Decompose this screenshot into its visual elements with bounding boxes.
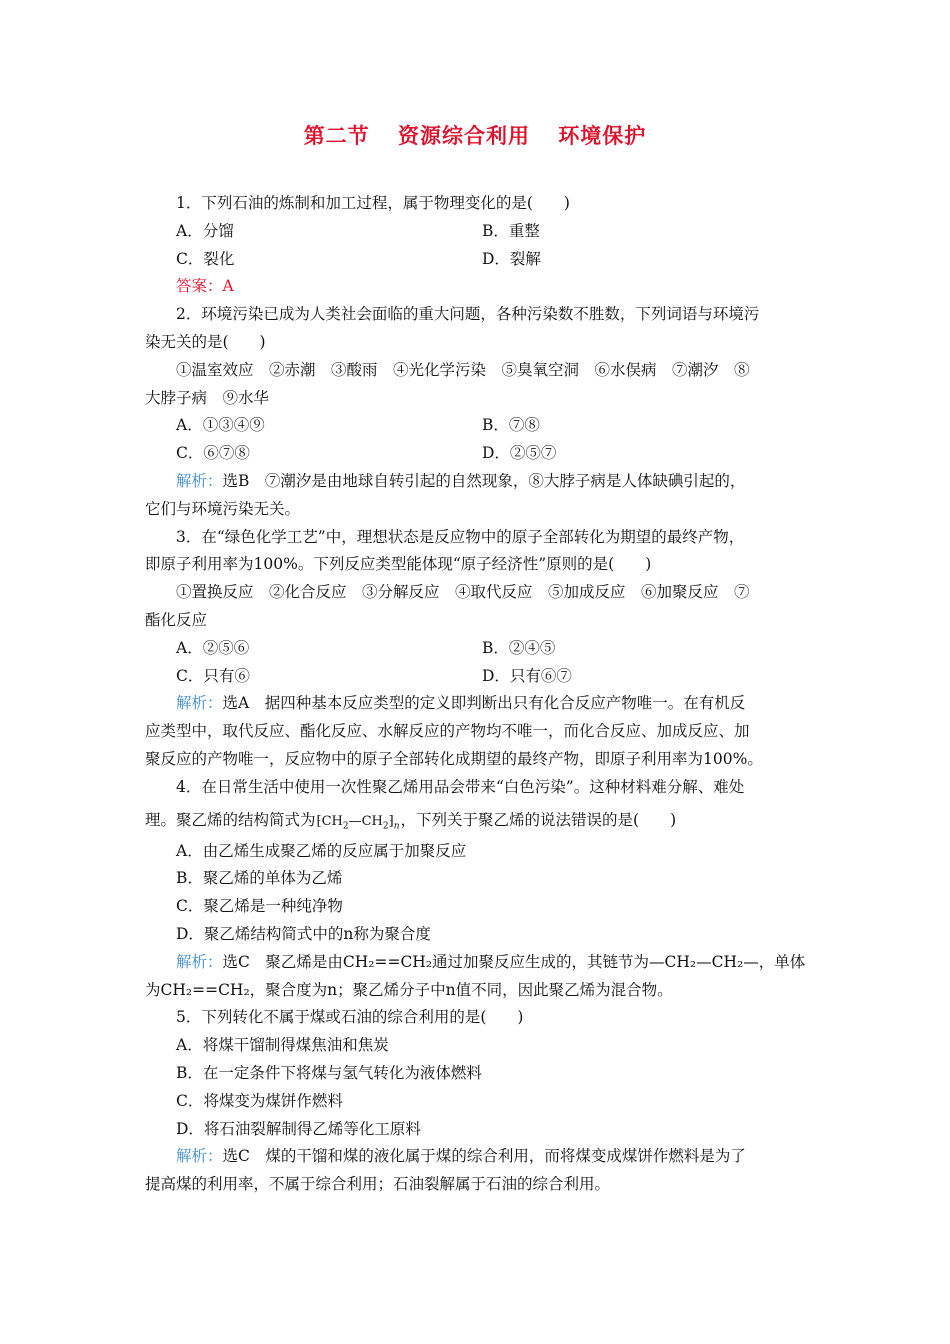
analysis-label: 解析：	[176, 471, 223, 490]
section-topic-2: 环境保护	[558, 123, 647, 148]
q4-option-d: D．聚乙烯结构简式中的n称为聚合度	[176, 924, 431, 943]
analysis-label: 解析：	[176, 694, 223, 713]
q2-analysis-line-2: 它们与环境污染无关。	[145, 499, 301, 518]
q2-analysis-line-1	[145, 468, 807, 496]
q5-option-a: A．将煤干馏制得煤焦油和焦炭	[176, 1036, 389, 1055]
q3-option-a: A．②⑤⑥	[176, 638, 250, 657]
q2-items-line-1: ①温室效应 ②赤潮 ③酸雨 ④光化学污染 ⑤臭氧空洞 ⑥水俣病 ⑦潮汐 ⑧	[176, 360, 750, 379]
q3-analysis-text-1: 选A 据四种基本反应类型的定义即判断出只有化合反应产物唯一。在有机反	[222, 694, 746, 713]
q3-analysis-line-1	[145, 690, 807, 718]
q4-option-a: A．由乙烯生成聚乙烯的反应属于加聚反应	[176, 841, 467, 860]
q1-stem: 1．下列石油的炼制和加工过程，属于物理变化的是( )	[176, 194, 570, 212]
q4-stem-text-a: 理。聚乙烯的结构简式为	[145, 810, 316, 829]
q5-option-c: C．将煤变为煤饼作燃料	[176, 1091, 343, 1110]
q2-stem-line-2: 染无关的是( )	[145, 332, 266, 351]
q4-option-b: B．聚乙烯的单体为乙烯	[176, 869, 343, 888]
q2-option-a: A．①③④⑨	[176, 416, 265, 435]
q1-options-row-1	[145, 218, 807, 246]
q1-option-b: B．重整	[482, 221, 540, 240]
q3-options-row-1	[145, 635, 807, 663]
q3-items-line-2: 酯化反应	[145, 610, 208, 629]
q1-options-row-2	[145, 246, 807, 274]
section-topic-1: 资源综合利用	[398, 123, 530, 148]
q4-stem-line-1: 4．在日常生活中使用一次性聚乙烯用品会带来“白色污染”。这种材料难分解、难处	[176, 777, 745, 796]
q3-items-line-1: ①置换反应 ②化合反应 ③分解反应 ④取代反应 ⑤加成反应 ⑥加聚反应 ⑦	[176, 583, 750, 602]
section-number: 第二节	[303, 123, 370, 148]
q2-options-row-2	[145, 440, 807, 468]
q2-stem-line-1: 2．环境污染已成为人类社会面临的重大问题，各种污染数不胜数，下列词语与环境污	[176, 305, 760, 324]
q4-analysis-line-1	[145, 949, 807, 977]
q4-option-c: C．聚乙烯是一种纯净物	[176, 897, 343, 916]
q2-items-line-2: 大脖子病 ⑨水华	[145, 388, 270, 407]
q3-analysis-line-2: 应类型中，取代反应、酯化反应、水解反应的产物均不唯一，而化合反应、加成反应、加	[145, 722, 750, 741]
q3-option-d: D．只有⑥⑦	[482, 666, 572, 685]
q4-stem-line-2	[145, 802, 807, 838]
q4-analysis-text-1: 选C 聚乙烯是由CH₂==CH₂通过加聚反应生成的，其链节为—CH₂—CH₂—，单体	[222, 952, 806, 971]
q4-analysis-line-2: 为CH₂==CH₂，聚合度为n；聚乙烯分子中n值不同，因此聚乙烯为混合物。	[145, 980, 673, 999]
answer-label: 答案：	[176, 277, 223, 296]
q5-stem: 5．下列转化不属于煤或石油的综合利用的是( )	[176, 1008, 524, 1027]
q3-option-c: C．只有⑥	[176, 666, 250, 685]
q1-option-d: D．裂解	[482, 249, 541, 268]
q5-analysis-line-2: 提高煤的利用率，不属于综合利用；石油裂解属于石油的综合利用。	[145, 1175, 611, 1194]
q4-stem-text-b: ，下列关于聚乙烯的说法错误的是( )	[400, 810, 677, 829]
q2-option-c: C．⑥⑦⑧	[176, 444, 250, 463]
answer-value: A	[222, 277, 234, 296]
q1-option-a: A．分馏	[176, 221, 234, 240]
q5-analysis-line-1	[145, 1143, 807, 1171]
q2-option-d: D．②⑤⑦	[482, 444, 557, 463]
analysis-label: 解析：	[176, 1147, 223, 1166]
polyethylene-formula: $⁅CH_2—CH_2⁆_n$	[316, 813, 400, 832]
q3-analysis-line-3: 聚反应的产物唯一，反应物中的原子全部转化成期望的最终产物，即原子利用率为100%。	[145, 749, 763, 768]
question-list	[145, 190, 807, 1199]
section-title	[0, 120, 950, 150]
q5-option-b: B．在一定条件下将煤与氢气转化为液体燃料	[176, 1063, 482, 1082]
q3-stem-line-2: 即原子利用率为100%。下列反应类型能体现“原子经济性”原则的是( )	[145, 555, 652, 574]
q1-answer	[145, 273, 807, 301]
q2-analysis-text-1: 选B ⑦潮汐是由地球自转引起的自然现象，⑧大脖子病是人体缺碘引起的，	[222, 471, 746, 490]
q5-analysis-text-1: 选C 煤的干馏和煤的液化属于煤的综合利用，而将煤变成煤饼作燃料是为了	[222, 1147, 746, 1166]
analysis-label: 解析：	[176, 952, 223, 971]
q1-option-c: C．裂化	[176, 249, 235, 268]
q2-options-row-1	[145, 412, 807, 440]
q2-option-b: B．⑦⑧	[482, 416, 540, 435]
q3-option-b: B．②④⑤	[482, 638, 556, 657]
q3-stem-line-1: 3．在“绿色化学工艺”中，理想状态是反应物中的原子全部转化为期望的最终产物，	[176, 527, 745, 546]
q3-options-row-2	[145, 663, 807, 691]
q5-option-d: D．将石油裂解制得乙烯等化工原料	[176, 1119, 421, 1138]
